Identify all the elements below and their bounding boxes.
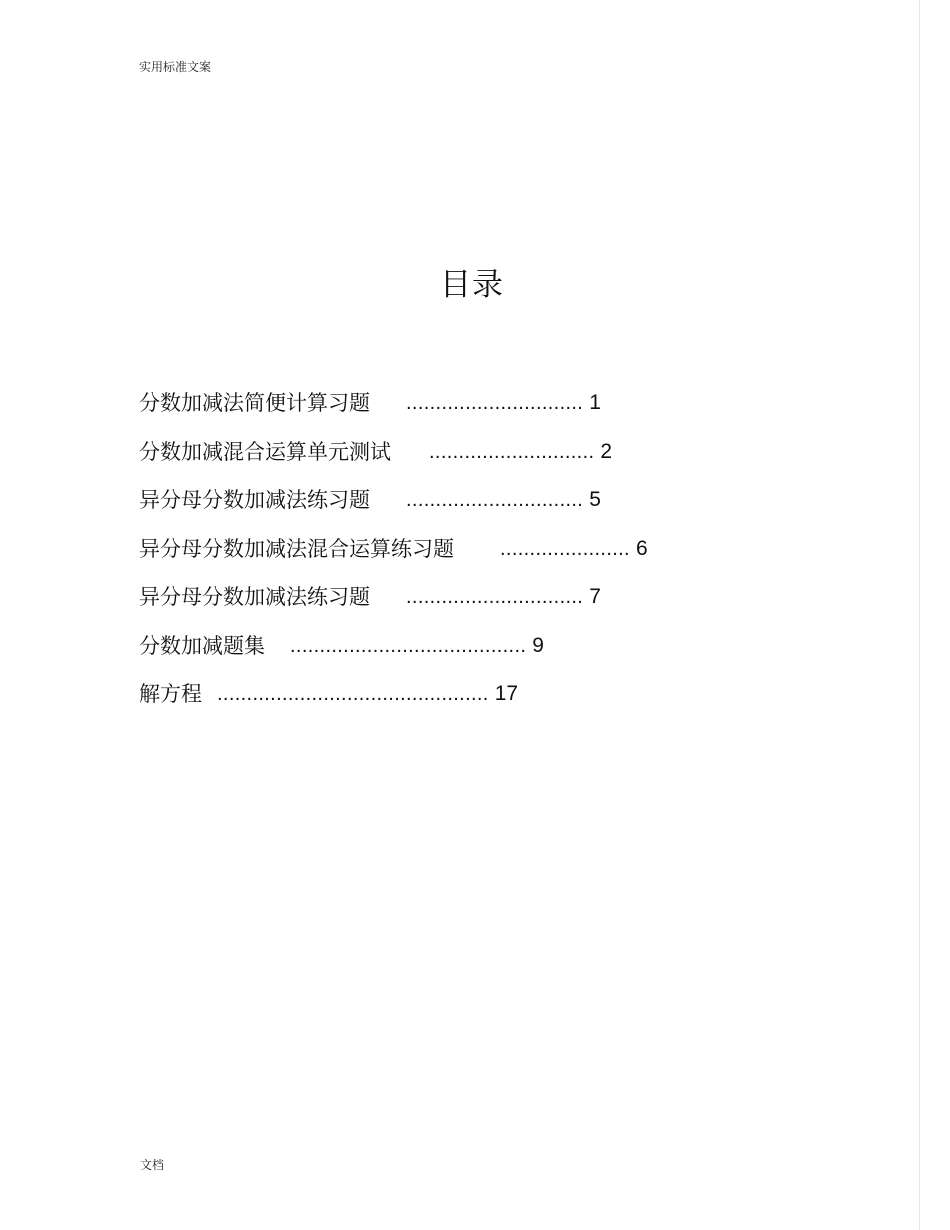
toc-page-number: 1 <box>589 391 601 414</box>
toc-entry-label: 异分母分数加减法练习题 <box>139 585 370 609</box>
toc-dot-leader: .............................. <box>406 586 584 608</box>
table-of-contents <box>139 388 648 728</box>
toc-page-number: 2 <box>600 439 613 463</box>
toc-entry-label: 分数加减题集 <box>139 633 265 658</box>
page-header: 实用标准文案 <box>139 60 212 74</box>
toc-dot-leader: ...................... <box>500 537 630 560</box>
page-footer: 文档 <box>140 1158 165 1172</box>
toc-entry[interactable] <box>139 437 648 486</box>
toc-page-number: 17 <box>494 682 519 705</box>
toc-page-number: 5 <box>589 488 601 511</box>
toc-entry[interactable] <box>139 679 648 728</box>
toc-entry-label: 分数加减法简便计算习题 <box>139 391 370 415</box>
toc-dot-leader: .............................. <box>406 489 584 511</box>
toc-dot-leader: ........................................ <box>290 634 527 657</box>
toc-entry-label: 异分母分数加减法混合运算练习题 <box>139 536 454 561</box>
toc-page-number: 6 <box>635 536 648 560</box>
toc-page-number: 7 <box>589 585 601 608</box>
toc-entry[interactable] <box>139 631 648 680</box>
page-edge-line <box>919 0 920 1230</box>
toc-dot-leader: ............................ <box>429 440 595 463</box>
toc-title: 目录 <box>440 267 504 303</box>
toc-entry-label: 分数加减混合运算单元测试 <box>139 439 391 464</box>
toc-entry-label: 解方程 <box>139 682 202 706</box>
toc-entry[interactable] <box>139 485 648 534</box>
toc-entry[interactable] <box>139 534 648 583</box>
toc-entry[interactable] <box>139 582 648 631</box>
toc-entry-label: 异分母分数加减法练习题 <box>139 488 370 512</box>
toc-dot-leader: .............................. <box>406 392 584 414</box>
toc-page-number: 9 <box>532 633 544 657</box>
toc-dot-leader: .............................................. <box>217 683 489 705</box>
toc-entry[interactable] <box>139 388 648 437</box>
